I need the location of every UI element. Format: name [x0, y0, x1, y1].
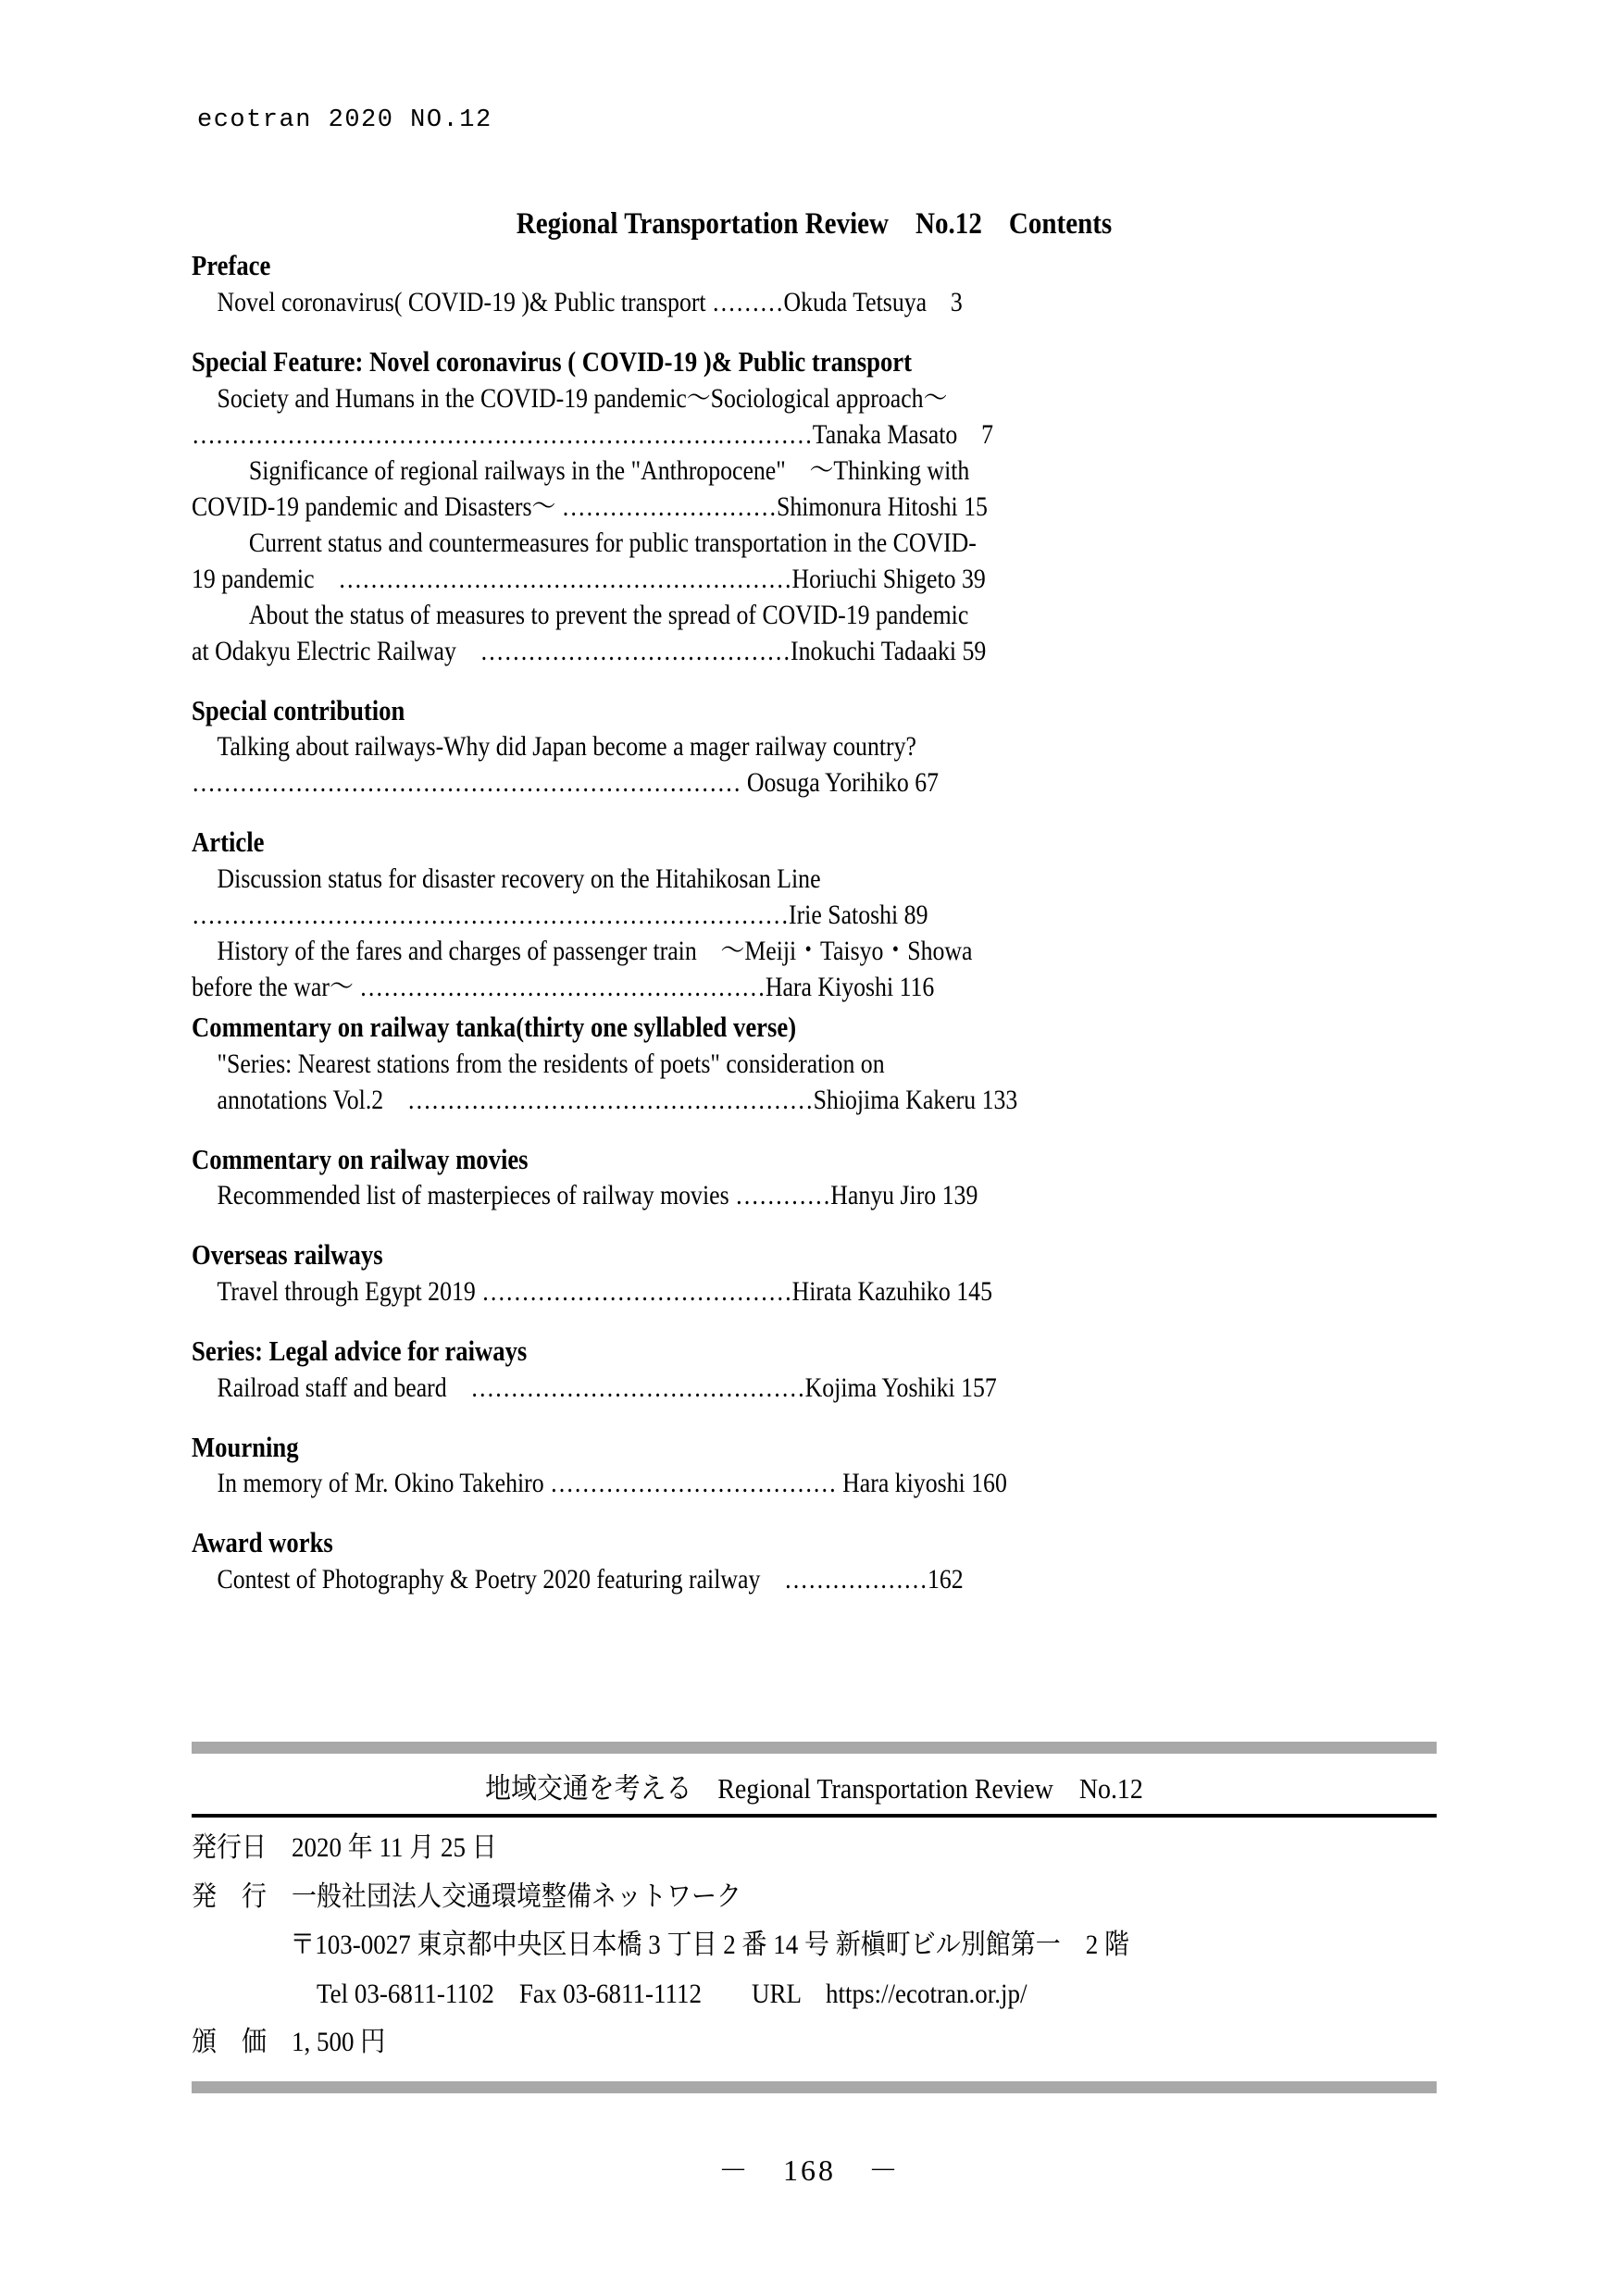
toc-entry-sf-2-line1: Significance of regional railways in the "Anthropocene" ～Thinking with	[248, 454, 970, 486]
toc-entry-sf-3-line2: 19 pandemic …………………………………………………Horiuchi Shigeto 39	[192, 563, 986, 594]
toc-entry-lg-1: Railroad staff and beard ……………………………………Kojima Yoshiki 157	[217, 1371, 997, 1403]
toc-entry-ar-1-line1: Discussion status for disaster recovery on the Hitahikosan Line	[217, 863, 821, 894]
toc-entry-sc-1-line1: Talking about railways-Why did Japan become a mager railway country?	[217, 731, 916, 763]
toc-entry-sc-1-line2: …………………………………………………………… Oosuga Yorihiko 67	[192, 767, 940, 799]
toc-entry-ov-1: Travel through Egypt 2019 …………………………………Hirata Kazuhiko 145	[217, 1275, 992, 1307]
toc-entry-sf-2-line2: COVID-19 pandemic and Disasters～ ………………………Shimonura Hitoshi 15	[192, 490, 988, 522]
toc-entry-tk-1-line2: annotations Vol.2 ……………………………………………Shiojima Kakeru 133	[217, 1084, 1018, 1115]
section-heading-special-contribution: Special contribution	[192, 693, 405, 726]
toc-entry-sf-1-line2: ……………………………………………………………………Tanaka Masato 7	[192, 418, 994, 450]
page-folio: － 168 －	[717, 2153, 901, 2187]
section-heading-movies: Commentary on railway movies	[192, 1142, 529, 1175]
table-of-contents	[192, 205, 1437, 1597]
toc-entry-sf-3-line1: Current status and countermeasures for public transportation in the COVID-	[248, 527, 977, 558]
toc-entry-sf-4-line1: About the status of measures to prevent the spread of COVID-19 pandemic	[248, 599, 969, 630]
toc-entry-sf-1-line1: Society and Humans in the COVID-19 pandemic～Sociological approach～	[217, 382, 948, 414]
section-heading-legal-advice: Series: Legal advice for raiways	[192, 1334, 528, 1367]
section-heading-preface: Preface	[192, 249, 271, 282]
colophon-price: 頒 価 1, 500 円	[192, 2027, 386, 2058]
section-heading-article: Article	[192, 825, 265, 859]
toc-entry-tk-1-line1: "Series: Nearest stations from the residents of poets" consideration on	[217, 1048, 885, 1079]
colophon-issue-date: 発行日 2020 年 11 月 25 日	[192, 1832, 497, 1863]
toc-entry-ar-2-line2: before the war～ ……………………………………………Hara Kiyoshi 116	[192, 971, 935, 1002]
toc-entry-preface-1: Novel coronavirus( COVID-19 )& Public transport ………Okuda Tetsuya 3	[217, 286, 963, 317]
colophon-bottom-rule	[192, 2081, 1437, 2093]
section-heading-overseas: Overseas railways	[192, 1238, 383, 1272]
section-heading-special-feature: Special Feature: Novel coronavirus ( COVID-19 )& Public transport	[192, 344, 913, 378]
toc-entry-sf-4-line2: at Odakyu Electric Railway …………………………………Inokuchi Tadaaki 59	[192, 635, 987, 666]
colophon-publisher: 発 行 一般社団法人交通環境整備ネットワーク	[192, 1880, 741, 1912]
section-heading-award-works: Award works	[192, 1526, 333, 1559]
toc-entry-mo-1: In memory of Mr. Okino Takehiro ……………………………… Hara kiyoshi 160	[217, 1468, 1007, 1499]
colophon-address: 〒103-0027 東京都中央区日本橋 3 丁目 2 番 14 号 新槇町ビル別館第一 2 階	[290, 1930, 1129, 1961]
colophon	[192, 1742, 1437, 2093]
section-heading-tanka: Commentary on railway tanka(thirty one syllabled verse)	[192, 1010, 797, 1043]
colophon-contact: Tel 03-6811-1102 Fax 03-6811-1112 URL https://ecotran.or.jp/	[317, 1978, 1027, 2009]
running-head: ecotran 2020 NO.12	[197, 106, 492, 134]
section-heading-mourning: Mourning	[192, 1430, 299, 1463]
toc-entry-ar-2-line1: History of the fares and charges of passenger train ～Meiji・Taisyo・Showa	[217, 935, 973, 966]
toc-entry-ar-1-line2: …………………………………………………………………Irie Satoshi 89	[192, 899, 928, 930]
page-title: Regional Transportation Review No.12 Contents	[516, 207, 1113, 241]
colophon-title: 地域交通を考える Regional Transportation Review No.12	[485, 1772, 1143, 1805]
toc-entry-aw-1: Contest of Photography & Poetry 2020 featuring railway ………………162	[217, 1563, 964, 1595]
toc-entry-mv-1: Recommended list of masterpieces of railway movies …………Hanyu Jiro 139	[217, 1180, 978, 1211]
colophon-top-rule	[192, 1742, 1437, 1754]
